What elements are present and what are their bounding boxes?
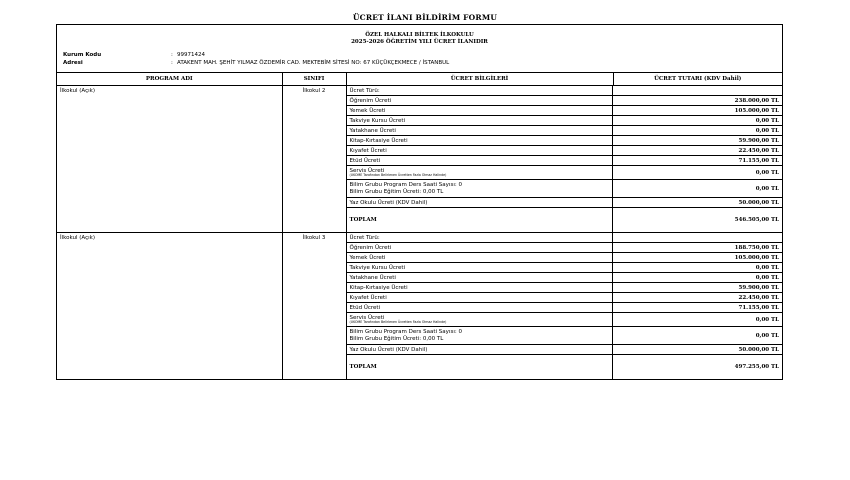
servis-cell	[347, 313, 613, 327]
fee-name: Etüd Ücreti	[347, 303, 613, 313]
column-bilgiler: ÜCRET BİLGİLERİ	[347, 73, 614, 85]
fee-row	[347, 303, 783, 313]
fee-amount: 22.450,00 TL	[613, 146, 783, 156]
fee-name: Kıyafet Ücreti	[347, 146, 613, 156]
total-label: TOPLAM	[347, 355, 613, 380]
fee-row	[347, 136, 783, 146]
fee-amount: 59.900,00 TL	[613, 136, 783, 146]
program-name: İlkokul (Açık)	[57, 86, 282, 233]
fee-row	[347, 243, 783, 253]
fee-name: Yemek Ücreti	[347, 106, 613, 116]
kurum-kodu-value: 99971424	[177, 52, 205, 58]
fee-amount	[613, 233, 783, 243]
fee-name: Takviye Kursu Ücreti	[347, 263, 613, 273]
fee-name: Yaz Okulu Ücreti (KDV Dahil)	[347, 198, 613, 208]
total-amount: 497.255,00 TL	[734, 364, 779, 370]
kurum-kodu-label: Kurum Kodu	[63, 52, 102, 58]
fee-row	[347, 126, 783, 136]
bilim-fee: Bilim Grubu Eğitim Ücreti: 0,00 TL	[349, 188, 444, 195]
bilim-cell	[347, 327, 613, 345]
bilim-hours: Bilim Grubu Program Ders Saati Sayısı: 0	[349, 328, 462, 335]
table-row	[57, 233, 782, 380]
adres-row	[63, 60, 449, 66]
fee-details	[346, 233, 782, 380]
fee-name: Öğrenim Ücreti	[347, 243, 613, 253]
fee-amount: 0,00 TL	[613, 313, 783, 327]
column-tutar: ÜCRET TUTARI (KDV Dahil)	[654, 76, 742, 82]
bilim-fee: Bilim Grubu Eğitim Ücreti: 0,00 TL	[349, 335, 444, 342]
fee-name: Öğrenim Ücreti	[347, 96, 613, 106]
fee-row	[347, 345, 783, 355]
fee-amount: 105.000,00 TL	[613, 253, 783, 263]
fee-row	[347, 156, 783, 166]
column-fee-headers	[346, 73, 782, 86]
servis-name: Servis Ücreti	[349, 314, 385, 321]
fee-name: Yatakhane Ücreti	[347, 273, 613, 283]
total-label: TOPLAM	[347, 208, 613, 233]
fee-row	[347, 96, 783, 106]
fee-amount: 188.750,00 TL	[613, 243, 783, 253]
servis-note: (UKOME Tarafından Belirlenen Ücretten Fazla Olmaz Halinde)	[349, 319, 447, 324]
total-row	[347, 208, 783, 233]
fee-amount: 0,00 TL	[613, 180, 783, 198]
fee-amount: 71.155,00 TL	[613, 303, 783, 313]
fee-amount: 0,00 TL	[613, 263, 783, 273]
bilim-hours: Bilim Grubu Program Ders Saati Sayısı: 0	[349, 181, 462, 188]
fee-row	[347, 293, 783, 303]
fee-table	[57, 72, 782, 379]
fee-row	[347, 233, 783, 243]
form-header	[57, 25, 782, 72]
fee-amount: 0,00 TL	[613, 166, 783, 180]
fee-form	[56, 24, 783, 380]
fee-amount	[613, 86, 783, 96]
table-row	[57, 86, 782, 233]
fee-name: Yaz Okulu Ücreti (KDV Dahil)	[347, 345, 613, 355]
fee-details	[346, 86, 782, 233]
total-row	[347, 355, 783, 380]
class-name: İlkokul 3	[282, 233, 346, 380]
bilim-cell	[347, 180, 613, 198]
fee-amount: 50.000,00 TL	[613, 345, 783, 355]
servis-note: (UKOME Tarafından Belirlenen Ücretten Fazla Olmaz Halinde)	[349, 172, 447, 177]
fee-row	[347, 166, 783, 180]
adres-value: ATAKENT MAH. ŞEHİT YILMAZ ÖZDEMİR CAD. MEKTEBİM SİTESİ NO: 67 KÜÇÜKÇEKMECE / İSTANBUL	[177, 60, 450, 66]
adres-sep: :	[171, 60, 173, 66]
fee-row	[347, 106, 783, 116]
fee-amount: 71.155,00 TL	[613, 156, 783, 166]
fee-amount: 0,00 TL	[613, 126, 783, 136]
fee-name: Takviye Kursu Ücreti	[347, 116, 613, 126]
total-amount: 546.505,00 TL	[734, 217, 779, 223]
fee-type-label: Ücret Türü:	[347, 86, 613, 96]
fee-row	[347, 263, 783, 273]
form-title: ÜCRET İLANI BİLDİRİM FORMU	[352, 13, 498, 22]
school-name: ÖZEL HALKALI BİLTEK İLKOKULU	[365, 32, 474, 38]
fee-row	[347, 283, 783, 293]
fee-amount: 0,00 TL	[613, 116, 783, 126]
adres-label: Adresi	[63, 60, 83, 66]
fee-amount: 59.900,00 TL	[613, 283, 783, 293]
servis-cell	[347, 166, 613, 180]
program-name: İlkokul (Açık)	[57, 233, 282, 380]
kurum-kodu-row	[63, 52, 205, 58]
fee-amount: 105.000,00 TL	[613, 106, 783, 116]
fee-row	[347, 198, 783, 208]
fee-amount: 50.000,00 TL	[613, 198, 783, 208]
fee-type-label: Ücret Türü:	[347, 233, 613, 243]
column-sinif: SINIFI	[282, 73, 346, 86]
servis-name: Servis Ücreti	[349, 167, 385, 174]
fee-row	[347, 253, 783, 263]
fee-row	[347, 180, 783, 198]
year-title: 2025-2026 ÖĞRETİM YILI ÜCRET İLANIDIR	[351, 39, 488, 45]
fee-amount: 0,00 TL	[613, 327, 783, 345]
fee-name: Yatakhane Ücreti	[347, 126, 613, 136]
fee-row	[347, 327, 783, 345]
fee-row	[347, 116, 783, 126]
fee-name: Yemek Ücreti	[347, 253, 613, 263]
fee-name: Kitap-Kırtasiye Ücreti	[347, 136, 613, 146]
column-program: PROGRAM ADI	[57, 73, 282, 86]
fee-name: Kıyafet Ücreti	[347, 293, 613, 303]
fee-amount: 238.000,00 TL	[613, 96, 783, 106]
class-name: İlkokul 2	[282, 86, 346, 233]
fee-name: Etüd Ücreti	[347, 156, 613, 166]
fee-amount: 22.450,00 TL	[613, 293, 783, 303]
fee-name: Kitap-Kırtasiye Ücreti	[347, 283, 613, 293]
fee-row	[347, 86, 783, 96]
fee-row	[347, 273, 783, 283]
fee-amount: 0,00 TL	[613, 273, 783, 283]
fee-row	[347, 313, 783, 327]
kurum-kodu-sep: :	[171, 52, 173, 58]
fee-row	[347, 146, 783, 156]
